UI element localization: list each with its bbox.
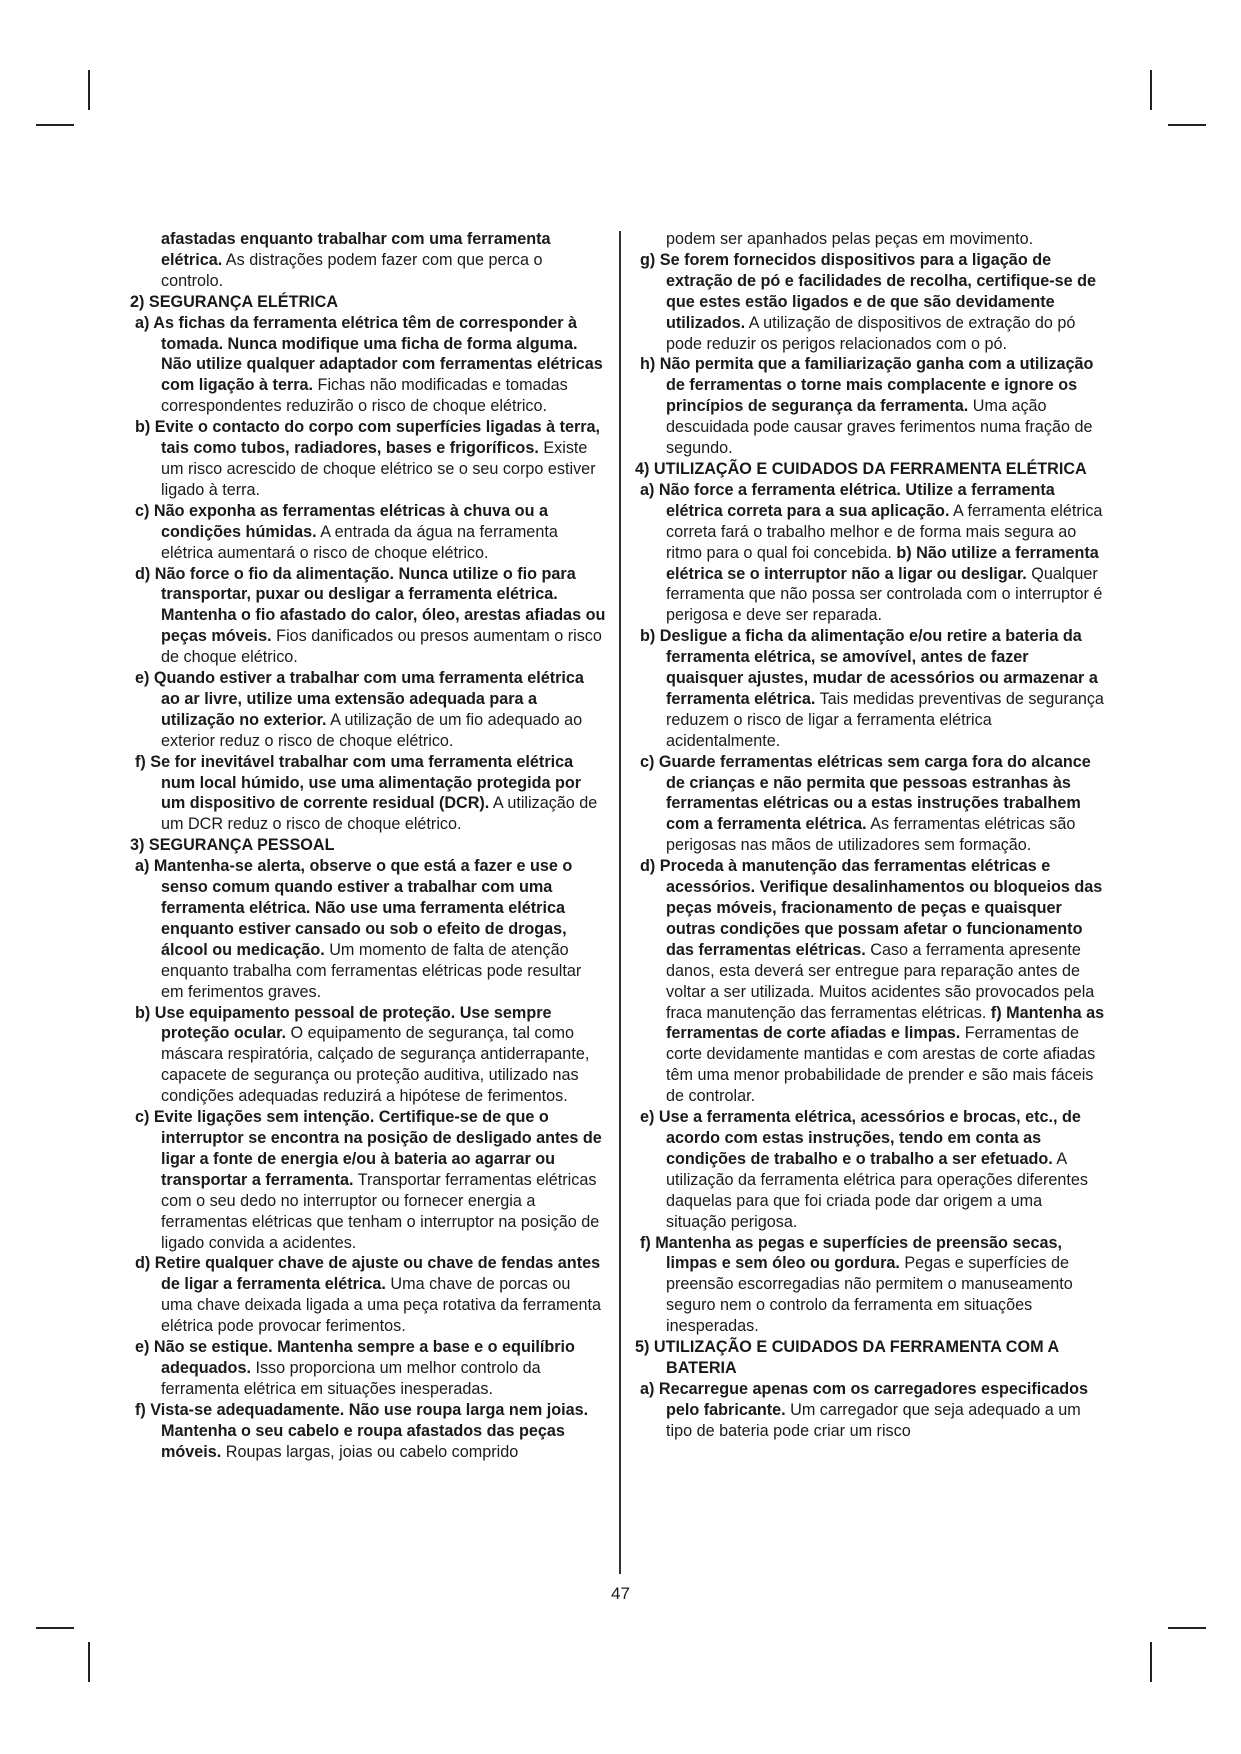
paragraph — [130, 313, 606, 418]
bold-text: e) Não se estique. Mantenha sempre a base e o equilíbrio adequados. — [135, 1338, 575, 1377]
body-text: A utilização de dispositivos de extração do pó pode reduzir os perigos relacionados com o pó. — [666, 313, 1076, 353]
bold-text: g) Se forem fornecidos dispositivos para a ligação de extração de pó e facilidades de recolha, certifique-se de que estes estão ligados e de que são devidamente utilizados. — [640, 250, 1097, 332]
bold-text: c) Evite ligações sem intenção. Certifique-se de que o interruptor se encontra na posição de desligado antes de ligar a fonte de energia e/ou à bateria ao agarrar ou transportar a ferramenta. — [135, 1108, 602, 1189]
body-text: A utilização de um fio adequado ao exterior reduz o risco de choque elétrico. — [161, 710, 583, 750]
crop-mark-bl-horizontal — [36, 1627, 74, 1629]
body-text: Um carregador que seja adequado a um tipo de bateria pode criar um risco — [666, 1400, 1081, 1440]
body-text: Ferramentas de corte devidamente mantidas e com arestas de corte afiadas têm uma menor probabilidade de prender e são mais fáceis de controlar. — [666, 1024, 1096, 1106]
paragraph — [130, 564, 606, 669]
bold-text: a) Mantenha-se alerta, observe o que está a fazer e use o senso comum quando estiver a trabalhar com uma ferramenta elétrica. Não use uma ferramenta elétrica enquanto estiver cansado ou sob o efeito de drogas, álcool ou medicação. — [135, 857, 573, 959]
paragraph — [635, 752, 1105, 857]
paragraph — [130, 856, 606, 1002]
section-heading: 3) SEGURANÇA PESSOAL — [130, 836, 335, 855]
body-text: Isso proporciona um melhor controlo da ferramenta elétrica em situações inesperadas. — [161, 1358, 541, 1398]
bold-text: d) Retire qualquer chave de ajuste ou chave de fendas antes de ligar a ferramenta elétrica. — [135, 1254, 601, 1294]
body-text: Roupas largas, joias ou cabelo comprido — [221, 1442, 519, 1461]
bold-text: f) Se for inevitável trabalhar com uma ferramenta elétrica num local húmido, use uma alimentação protegida por um dispositivo de corrente residual (DCR). — [135, 752, 582, 813]
paragraph — [130, 1253, 606, 1337]
bold-text: afastadas enquanto trabalhar com uma ferramenta elétrica. — [161, 230, 551, 269]
bold-text: e) Quando estiver a trabalhar com uma ferramenta elétrica ao ar livre, utilize uma extensão adequada para a utilização no exterior. — [135, 669, 584, 729]
bold-text: d) Não force o fio da alimentação. Nunca utilize o fio para transportar, puxar ou desligar a ferramenta elétrica. Mantenha o fio afastado do calor, óleo, arestas afiadas ou peças móveis. — [135, 564, 606, 646]
paragraph — [635, 354, 1105, 459]
body-text: A entrada da água na ferramenta elétrica aumentará o risco de choque elétrico. — [161, 522, 558, 562]
left-column — [130, 229, 606, 1462]
bold-text: b) Use equipamento pessoal de proteção. Use sempre proteção ocular. — [135, 1003, 552, 1043]
paragraph — [635, 250, 1105, 355]
paragraph — [130, 1400, 606, 1463]
body-text: Uma ação descuidada pode causar graves ferimentos numa fração de segundo. — [666, 397, 1093, 458]
paragraph — [635, 856, 1105, 1107]
paragraph — [130, 417, 606, 501]
body-text: Caso a ferramenta apresente danos, esta deverá ser entregue para reparação antes de voltar a ser utilizada. Muitos acidentes são provocados pela fraca manutenção das ferramentas elétricas. — [666, 940, 1095, 1022]
paragraph — [635, 626, 1105, 751]
section-heading: 4) UTILIZAÇÃO E CUIDADOS DA FERRAMENTA ELÉTRICA — [635, 459, 1087, 478]
bold-text: f) Vista-se adequadamente. Não use roupa larga nem joias. Mantenha o seu cabelo e roupa afastados das peças móveis. — [135, 1400, 589, 1461]
body-text: Qualquer ferramenta que não possa ser controlada com o interruptor é perigosa e deve ser reparada. — [666, 564, 1103, 625]
crop-mark-tl-vertical — [88, 70, 90, 110]
paragraph — [130, 1337, 606, 1400]
crop-mark-tr-horizontal — [1168, 124, 1206, 126]
body-text: Pegas e superfícies de preensão escorregadias não permitem o manuseamento seguro nem o controlo da ferramenta em situações inesperadas. — [666, 1254, 1073, 1336]
paragraph — [635, 229, 1105, 250]
bold-text: h) Não permita que a familiarização ganha com a utilização de ferramentas o torne mais complacente e ignore os princípios de segurança da ferramenta. — [640, 355, 1094, 416]
crop-mark-tl-horizontal — [36, 124, 74, 126]
paragraph — [130, 229, 606, 292]
paragraph — [130, 752, 606, 836]
body-text: Existe um risco acrescido de choque elétrico se o seu corpo estiver ligado à terra. — [161, 439, 596, 499]
paragraph — [130, 501, 606, 564]
body-text: A utilização de um DCR reduz o risco de choque elétrico. — [161, 794, 598, 834]
bold-text: c) Guarde ferramentas elétricas sem carga fora do alcance de crianças e não permita que pessoas estranhas às ferramentas elétricas ou a estas instruções trabalhem com a ferramenta elétrica. — [640, 752, 1091, 834]
paragraph — [635, 480, 1105, 626]
column-divider — [619, 231, 621, 1574]
paragraph — [635, 1233, 1105, 1338]
paragraph — [130, 1003, 606, 1108]
bold-text: e) Use a ferramenta elétrica, acessórios e brocas, etc., de acordo com estas instruções, tendo em conta as condições de trabalho e o trabalho a ser efetuado. — [640, 1108, 1081, 1168]
bold-text: c) Não exponha as ferramentas elétricas à chuva ou a condições húmidas. — [135, 501, 548, 541]
body-text: Fichas não modificadas e tomadas correspondentes reduzirão o risco de choque elétrico. — [161, 376, 568, 416]
paragraph — [130, 1107, 606, 1253]
paragraph — [635, 1379, 1105, 1442]
crop-mark-bl-vertical — [88, 1642, 90, 1682]
body-text: As ferramentas elétricas são perigosas nas mãos de utilizadores sem formação. — [666, 815, 1076, 855]
bold-text: a) Recarregue apenas com os carregadores especificados pelo fabricante. — [640, 1379, 1089, 1419]
body-text: Fios danificados ou presos aumentam o risco de choque elétrico. — [161, 627, 602, 667]
paragraph — [635, 1107, 1105, 1232]
bold-text: b) Desligue a ficha da alimentação e/ou retire a bateria da ferramenta elétrica, se amovível, antes de fazer quaisquer ajustes, mudar de acessórios ou armazenar a ferramenta elétrica. — [640, 627, 1098, 708]
body-text: Transportar ferramentas elétricas com o seu dedo no interruptor ou fornecer energia a ferramentas elétricas que tenham o interruptor na posição de ligado convida a acidentes. — [161, 1170, 600, 1252]
crop-mark-tr-vertical — [1150, 70, 1152, 110]
body-text: A utilização da ferramenta elétrica para operações diferentes daquelas para que foi criada pode dar origem a uma situação perigosa. — [666, 1149, 1089, 1231]
bold-text: a) As fichas da ferramenta elétrica têm de corresponder à tomada. Nunca modifique uma ficha de forma alguma. Não utilize qualquer adaptador com ferramentas elétricas com ligação à terra. — [135, 313, 603, 395]
body-text: Um momento de falta de atenção enquanto trabalha com ferramentas elétricas pode resultar em ferimentos graves. — [161, 940, 582, 1001]
bold-text: a) Não force a ferramenta elétrica. Utilize a ferramenta elétrica correta para a sua aplicação. — [640, 480, 1055, 520]
bold-text: b) Não utilize a ferramenta elétrica se o interruptor não a ligar ou desligar. — [666, 543, 1099, 583]
right-column — [635, 229, 1105, 1442]
section-heading: 2) SEGURANÇA ELÉTRICA — [130, 292, 339, 311]
crop-mark-br-horizontal — [1168, 1627, 1206, 1629]
body-text: podem ser apanhados pelas peças em movimento. — [666, 230, 1034, 248]
bold-text: b) Evite o contacto do corpo com superfícies ligadas à terra, tais como tubos, radiadores, bases e frigoríficos. — [135, 418, 601, 458]
body-text: As distrações podem fazer com que perca o controlo. — [161, 250, 543, 290]
paragraph — [130, 668, 606, 752]
body-text: O equipamento de segurança, tal como máscara respiratória, calçado de segurança antiderrapante, capacete de segurança ou proteção auditiva, utilizado nas condições adequadas reduzirá a hipótese de ferimentos. — [161, 1024, 590, 1106]
body-text: Uma chave de porcas ou uma chave deixada ligada a uma peça rotativa da ferramenta elétrica pode provocar ferimentos. — [161, 1275, 602, 1336]
bold-text: d) Proceda à manutenção das ferramentas elétricas e acessórios. Verifique desalinhamentos ou bloqueios das peças móveis, fracionamento de peças e quaisquer outras condições que possam afetar o funcionamento das ferramentas elétricas. — [640, 857, 1103, 959]
bold-text: f) Mantenha as ferramentas de corte afiadas e limpas. — [666, 1003, 1105, 1043]
crop-mark-br-vertical — [1150, 1642, 1152, 1682]
page-number: 47 — [611, 1584, 630, 1603]
body-text: Tais medidas preventivas de segurança reduzem o risco de ligar a ferramenta elétrica acidentalmente. — [666, 689, 1104, 750]
section-heading: 5) UTILIZAÇÃO E CUIDADOS DA FERRAMENTA COM A BATERIA — [635, 1338, 1059, 1377]
bold-text: f) Mantenha as pegas e superfícies de preensão secas, limpas e sem óleo ou gordura. — [640, 1233, 1062, 1273]
body-text: A ferramenta elétrica correta fará o trabalho melhor e de forma mais segura ao ritmo para o qual foi concebida. — [666, 501, 1103, 562]
